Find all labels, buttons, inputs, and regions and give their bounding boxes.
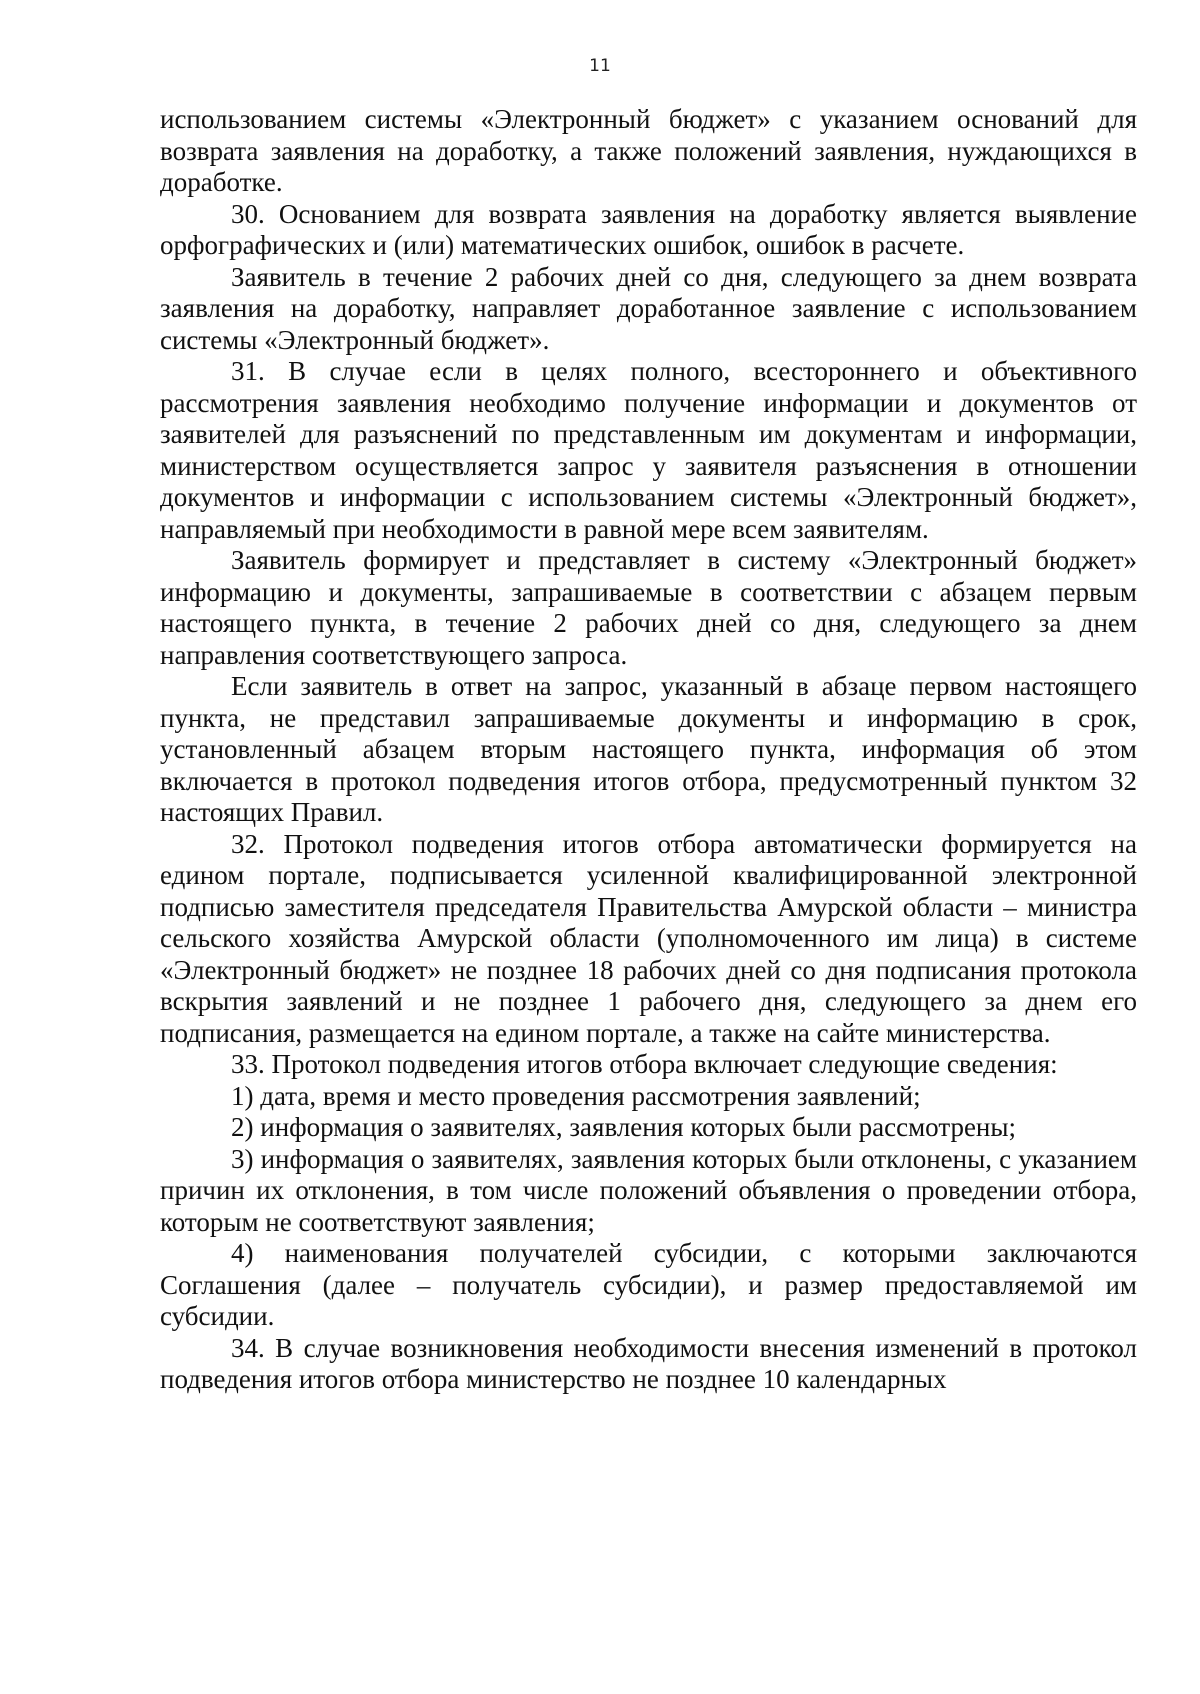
paragraph-resubmission: Заявитель в течение 2 рабочих дней со дня, следующего за днем возврата заявления на доработку, направляет доработанное заявление с использованием системы «Электронный бюджет». <box>160 261 1137 355</box>
paragraph-item-33: 33. Протокол подведения итогов отбора включает следующие сведения: <box>231 1049 1058 1079</box>
paragraph-item-31: 31. В случае если в целях полного, всестороннего и объективного рассмотрения заявления необходимо получение информации и документов от заявителей для разъяснений по представленным им документам и информации, министерством осуществляется запрос у заявителя разъяснения в отношении документов и информации с использованием системы «Электронный бюджет», направляемый при необходимости в равной мере всем заявителям. <box>160 356 1137 544</box>
paragraph-no-response: Если заявитель в ответ на запрос, указанный в абзаце первом настоящего пункта, не представил запрашиваемые документы и информацию в срок, установленный абзацем вторым настоящего пункта, информация об этом включается в протокол подведения итогов отбора, предусмотренный пунктом 32 настоящих Правил. <box>160 671 1137 827</box>
paragraph-item-30: 30. Основанием для возврата заявления на доработку является выявление орфографических и (или) математических ошибок, ошибок в расчете. <box>160 198 1137 260</box>
list-item-4: 4) наименования получателей субсидии, с которыми заключаются Соглашения (далее – получатель субсидии), и размер предоставляемой им субсидии. <box>160 1238 1137 1331</box>
paragraph-item-34: 34. В случае возникновения необходимости внесения изменений в протокол подведения итогов отбора министерство не позднее 10 календарных <box>160 1332 1137 1394</box>
list-item-3: 3) информация о заявителях, заявления которых были отклонены, с указанием причин их отклонения, в том числе положений объявления о проведении отбора, которым не соответствуют заявления; <box>160 1143 1137 1237</box>
paragraph-continuation: использованием системы «Электронный бюджет» с указанием оснований для возврата заявления на доработку, а также положений заявления, нуждающихся в доработке. <box>160 104 1137 197</box>
document-body <box>160 104 1137 1396</box>
list-item-2: 2) информация о заявителях, заявления которых были рассмотрены; <box>231 1112 1017 1142</box>
list-item-1: 1) дата, время и место проведения рассмотрения заявлений; <box>231 1080 921 1111</box>
paragraph-applicant-response: Заявитель формирует и представляет в систему «Электронный бюджет» информацию и документы, запрашиваемые в соответствии с абзацем первым настоящего пункта, в течение 2 рабочих дней со дня, следующего за днем направления соответствующего запроса. <box>160 545 1137 670</box>
page-number: 11 <box>589 56 611 76</box>
paragraph-item-32: 32. Протокол подведения итогов отбора автоматически формируется на едином портале, подписывается усиленной квалифицированной электронной подписью заместителя председателя Правительства Амурской области – министра сельского хозяйства Амурской области (уполномоченного им лица) в системе «Электронный бюджет» не позднее 18 рабочих дней со дня подписания протокола вскрытия заявлений и не позднее 1 рабочего дня, следующего за днем его подписания, размещается на едином портале, а также на сайте министерства. <box>160 828 1137 1048</box>
